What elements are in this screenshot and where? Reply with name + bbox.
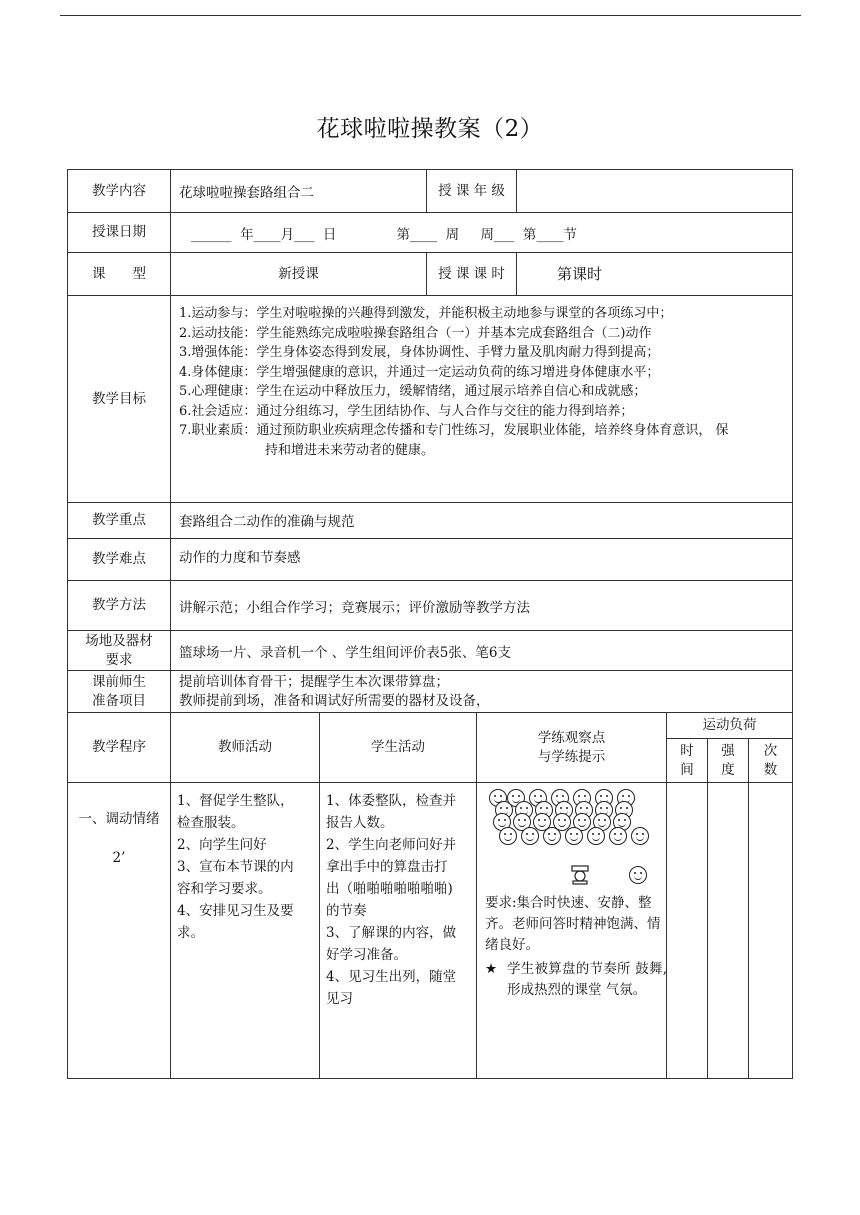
header-observe xyxy=(477,713,667,783)
label-prep-line: 准备项目 xyxy=(92,692,146,709)
value-date: ______ 年____月___ 日 第____ 周 周___ 第____节 xyxy=(171,213,793,253)
student-activity-line: 1、体委整队，检查并 xyxy=(326,793,457,809)
label-content: 教学内容 xyxy=(68,170,171,213)
header-observe-line: 学练观察点 xyxy=(537,729,606,746)
note-text: 学生被算盘的节奏所 鼓舞,形成热烈的课堂 气氛。 xyxy=(507,961,667,998)
label-prep xyxy=(68,671,171,713)
value-method: 讲解示范；小组合作学习；竞赛展示；评价激励等教学方法 xyxy=(171,581,793,631)
student-activity-line: 3、了解课的内容，做 xyxy=(326,925,457,941)
phase-cell xyxy=(68,783,171,1079)
student-activity-line: 出（啪啪啪啪啪啪啪) xyxy=(326,881,453,897)
header-teacher: 教师活动 xyxy=(171,713,320,783)
student-smiley-icon xyxy=(521,827,539,845)
header-count-char: 次 xyxy=(763,743,778,759)
value-key-point: 套路组合二动作的准确与规范 xyxy=(171,503,793,539)
label-venue xyxy=(68,631,171,671)
smiley-icon xyxy=(629,866,647,884)
label-goals: 教学目标 xyxy=(68,296,171,503)
goal-item: 3.增强体能：学生身体姿态得到发展，身体协调性、手臂力量及肌肉耐力得到提高； xyxy=(179,345,660,360)
header-count-char: 数 xyxy=(763,762,778,778)
label-type: 课 型 xyxy=(68,253,171,296)
goal-item: 5.心理健康：学生在运动中释放压力，缓解情绪，通过展示培养自信心和成就感； xyxy=(179,384,647,399)
teacher-activity-line: 1、督促学生整队， xyxy=(177,793,294,809)
teacher-activity-line: 容和学习要求。 xyxy=(177,881,272,897)
goal-item: 1.运动参与：学生对啦啦操的兴趣得到激发，并能积极主动地参与课堂的各项练习中； xyxy=(179,306,673,321)
label-method: 教学方法 xyxy=(68,581,171,631)
header-intensity-char: 强 xyxy=(721,743,735,759)
label-grade: 授 课 年 级 xyxy=(427,170,517,213)
student-smiley-icon xyxy=(543,827,561,845)
header-time xyxy=(667,739,708,783)
header-intensity xyxy=(708,739,749,783)
teacher-activity-line: 2、向学生问好 xyxy=(177,837,267,853)
header-rule xyxy=(60,15,801,16)
load-count-cell xyxy=(749,783,793,1079)
student-smiley-icon xyxy=(499,827,517,845)
student-smiley-icon xyxy=(587,827,605,845)
document-title: 花球啦啦操教案（2） xyxy=(316,116,544,142)
goal-item: 2.运动技能：学生能熟练完成啦啦操套路组合（一）并基本完成套路组合（二)动作 xyxy=(179,325,652,341)
student-activity xyxy=(320,783,477,1079)
prep-line: 教师提前到场，准备和调试好所需要的器材及设备， xyxy=(179,692,490,709)
value-content: 花球啦啦操套路组合二 xyxy=(171,170,427,213)
header-program: 教学程序 xyxy=(68,713,171,783)
student-activity-line: 见习 xyxy=(326,991,353,1007)
teacher-activity-line: 检查服装。 xyxy=(177,815,245,831)
star-icon: ★ xyxy=(485,961,498,977)
teacher-icon xyxy=(569,865,591,885)
load-intensity-cell xyxy=(708,783,749,1079)
header-intensity-char: 度 xyxy=(721,762,735,778)
phase-duration: 2’ xyxy=(112,850,126,866)
label-difficulty: 教学难点 xyxy=(68,539,171,581)
label-venue-line: 场地及器材 xyxy=(85,632,153,649)
student-activity-line: 好学习准备。 xyxy=(326,947,407,963)
student-smiley-icon xyxy=(565,827,583,845)
goal-item-continuation: 持和增进未来劳动者的健康。 xyxy=(265,442,435,458)
teacher-activity-line: 3、宣布本节课的内 xyxy=(177,859,294,875)
student-smiley-icon xyxy=(631,827,649,845)
student-smiley-icon xyxy=(609,827,627,845)
label-venue-line: 要求 xyxy=(105,651,133,668)
goal-item: 4.身体健康：学生增强健康的意识，并通过一定运动负荷的练习增进身体健康水平； xyxy=(179,364,660,380)
observation-cell xyxy=(477,783,667,1079)
label-key-point: 教学重点 xyxy=(68,503,171,539)
student-activity-line: 4、见习生出列，随堂 xyxy=(326,969,457,985)
label-date: 授课日期 xyxy=(68,213,171,253)
student-activity-line: 的节奏 xyxy=(326,903,367,919)
goals-list xyxy=(171,296,793,503)
header-count xyxy=(749,739,793,783)
value-prep xyxy=(171,671,793,713)
lesson-plan-table xyxy=(67,169,793,1079)
value-type: 新授课 xyxy=(171,253,427,296)
value-grade xyxy=(517,170,793,213)
teacher-activity-line: 求。 xyxy=(177,925,204,941)
student-activity-line: 拿出手中的算盘击打 xyxy=(326,859,448,875)
phase-name: 一、调动情绪 xyxy=(78,811,160,827)
label-hours: 授 课 课 时 xyxy=(427,253,517,296)
value-venue: 篮球场一片、录音机一个 、学生组间评价表5张、笔6支 xyxy=(171,631,793,671)
value-hours: 第课时 xyxy=(517,253,793,296)
header-time-char: 间 xyxy=(680,762,694,778)
student-activity-line: 报告人数。 xyxy=(326,815,394,831)
header-load: 运动负荷 xyxy=(667,713,793,739)
goal-item: 7.职业素质：通过预防职业疾病理念传播和专门性练习，发展职业体能，培养终身体育意识， 保 xyxy=(179,423,729,438)
prep-line: 提前培训体育骨干；提醒学生本次课带算盘； xyxy=(179,673,449,690)
requirement-text: 要求:集合时快速、安静、整齐。老师问答时精神饱满、情绪良好。 xyxy=(485,895,661,953)
load-time-cell xyxy=(667,783,708,1079)
student-activity-line: 2、学生向老师问好并 xyxy=(326,837,457,853)
goal-item: 6.社会适应：通过分组练习，学生团结协作、与人合作与交往的能力得到培养； xyxy=(179,403,634,419)
teacher-activity-line: 4、安排见习生及要 xyxy=(177,903,294,919)
header-time-char: 时 xyxy=(680,743,694,759)
header-student: 学生活动 xyxy=(320,713,477,783)
header-observe-line: 与学练提示 xyxy=(537,748,606,765)
value-difficulty: 动作的力度和节奏感 xyxy=(171,539,793,581)
teacher-activity xyxy=(171,783,320,1079)
note-block xyxy=(485,959,667,1001)
label-prep-line: 课前师生 xyxy=(92,673,146,690)
